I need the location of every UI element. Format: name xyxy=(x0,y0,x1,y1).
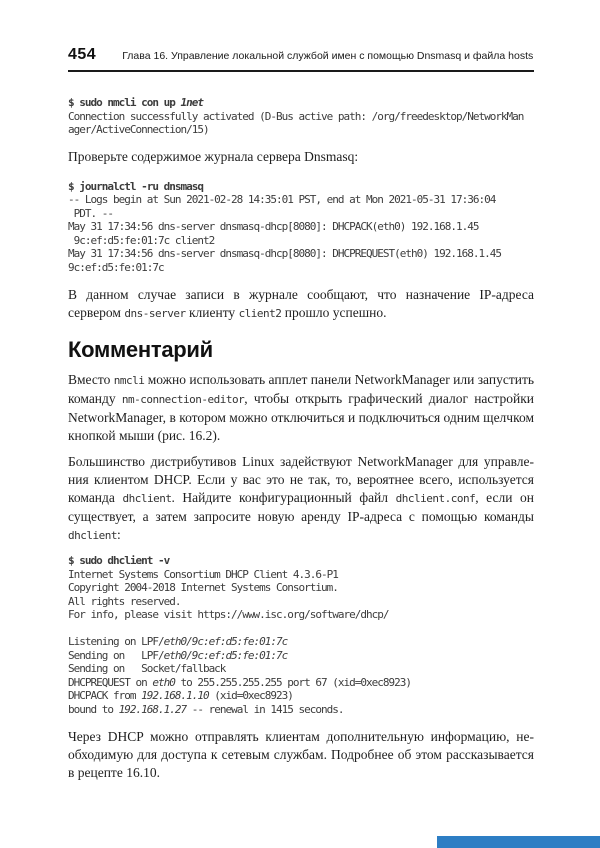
page-number: 454 xyxy=(68,46,97,63)
code-block-nmcli-output: $ sudo nmcli con up 1net Connection successfully activated (D-Bus active path: /org/freedesktop/NetworkMan ager/ActiveConnection/15) xyxy=(68,96,524,136)
page-header xyxy=(68,46,534,72)
chapter-title: Глава 16. Управление локальной службой имен с помощью Dnsmasq и файла hosts xyxy=(122,50,534,62)
paragraph-dhcp-extra-info: Через DHCP можно отправлять клиентам дополнительную информацию, необходимую для доступа к сетевым службам. Подробнее об этом рассказывается в рецепте 16.10. xyxy=(68,729,534,780)
paragraph-journal-result: В данном случае записи в журнале сообщают, что назначение IP-адреса сервером dns-server клиенту client2 прошло успешно. xyxy=(68,287,534,320)
code-block-dhclient-output: $ sudo dhclient -v Internet Systems Consortium DHCP Client 4.3.6-P1 Copyright 2004-2018 Internet Systems Consortium. All rights reserved. For info, please visit https://www.isc.org/software/dhcp/ Listening on LPF/eth0/9c:ef:d5:fe:01:7c Sending on LPF/eth0/9c:ef:d5:fe:01:7c Sending on Socket/fallback DHCPREQUEST on eth0 to 255.255.255.255 port 67 (xid=0xec8923) DHCPACK from 192.168.1.10 (xid=0xec8923) bound to 192.168.1.27 -- renewal in 1415 seconds. xyxy=(68,554,411,716)
paragraph-check-journal: Проверьте содержимое журнала сервера Dnsmasq: xyxy=(68,148,359,164)
paragraph-networkmanager-applet: Вместо nmcli можно использовать апплет панели NetworkManager или запустить команду nm-connection-editor, чтобы открыть графический диалог настройки NetworkManager, в котором можно отключиться и подключиться одним щелчком кнопкой мыши (рис. 16.2). xyxy=(68,372,535,443)
code-block-journalctl-output: $ journalctl -ru dnsmasq -- Logs begin at Sun 2021-02-28 14:35:01 PST, end at Mon 2021-05-31 17:36:04 PDT. -- May 31 17:34:56 dns-server dnsmasq-dhcp[8080]: DHCPACK(eth0) 192.168.1.45 9c:ef:d5:fe:01:7c client2 May 31 17:34:56 dns-server dnsmasq-dhcp[8080]: DHCPREQUEST(eth0) 192.168.1.45 9c:ef:d5:fe:01:7c xyxy=(68,179,501,274)
section-heading-comment: Комментарий xyxy=(68,337,213,362)
paragraph-linux-distros-dhclient: Большинство дистрибутивов Linux задействуют NetworkManager для управления клиентом DHCP. Если у вас это не так, то, вероятнее всего, используется команда dhclient. Найдите конфигурационный файл dhclient.conf, если он существует, а затем запросите новую аренду IP-адреса с помощью команды dhclient: xyxy=(68,454,534,542)
page-edge-tab xyxy=(437,836,600,848)
